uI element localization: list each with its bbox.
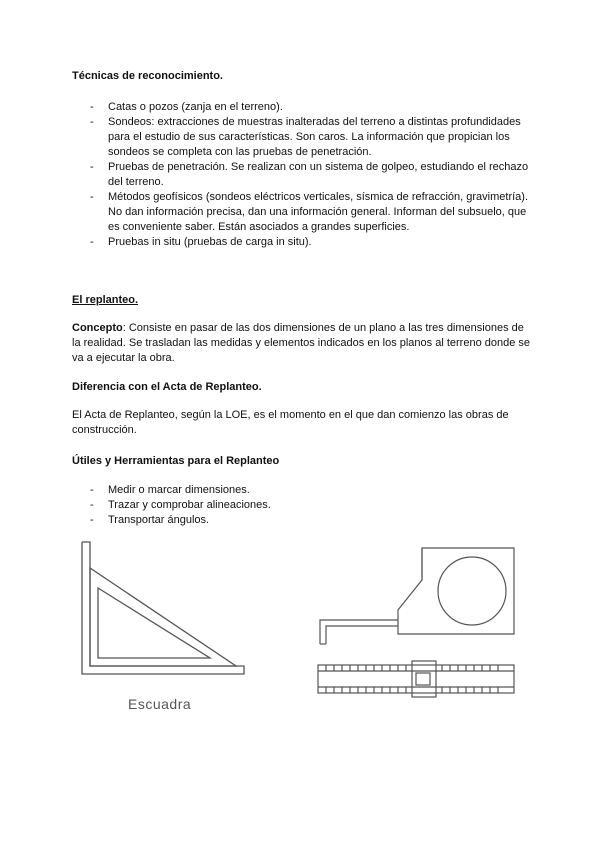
heading-utiles: Útiles y Herramientas para el Replanteo xyxy=(72,455,280,467)
heading-tecnicas: Técnicas de reconocimiento. xyxy=(72,70,223,82)
concepto-text: : Consiste en pasar de las dos dimensiones de un plano a las tres dimensiones de la realidad. Se trasladan las medidas y elementos indicados en los planos al terreno donde se va a ejecutar la obra. xyxy=(72,322,531,364)
list-item: - Pruebas in situ (pruebas de carga in situ). xyxy=(90,235,530,250)
list-utiles xyxy=(90,483,530,528)
heading-diferencia: Diferencia con el Acta de Replanteo. xyxy=(72,381,262,393)
set-square-icon xyxy=(78,540,248,680)
concepto-paragraph xyxy=(72,321,532,366)
list-tecnicas xyxy=(90,100,530,250)
list-item: - Transportar ángulos. xyxy=(90,513,530,528)
list-item: - Catas o pozos (zanja en el terreno). xyxy=(90,100,530,115)
tape-measure-icon xyxy=(312,540,524,700)
concepto-label: Concepto xyxy=(72,322,123,334)
list-item: - Sondeos: extracciones de muestras inalteradas del terreno a distintas profundidades para el estudio de sus características. Son caros. La información que propician los sondeos se completa con las pruebas de penetración. xyxy=(90,115,530,160)
escuadra-caption: Escuadra xyxy=(128,696,192,712)
list-item: - Métodos geofísicos (sondeos eléctricos verticales, sísmica de refracción, gravimetría). No dan información precisa, dan una información general. Informan del subsuelo, que es conveniente saber. Están asociados a grandes superficies. xyxy=(90,190,530,235)
heading-replanteo: El replanteo. xyxy=(72,294,139,306)
list-item: - Trazar y comprobar alineaciones. xyxy=(90,498,530,513)
list-item: - Pruebas de penetración. Se realizan con un sistema de golpeo, estudiando el rechazo del terreno. xyxy=(90,160,530,190)
list-item: - Medir o marcar dimensiones. xyxy=(90,483,530,498)
diferencia-paragraph: El Acta de Replanteo, según la LOE, es el momento en el que dan comienzo las obras de construcción. xyxy=(72,409,509,436)
